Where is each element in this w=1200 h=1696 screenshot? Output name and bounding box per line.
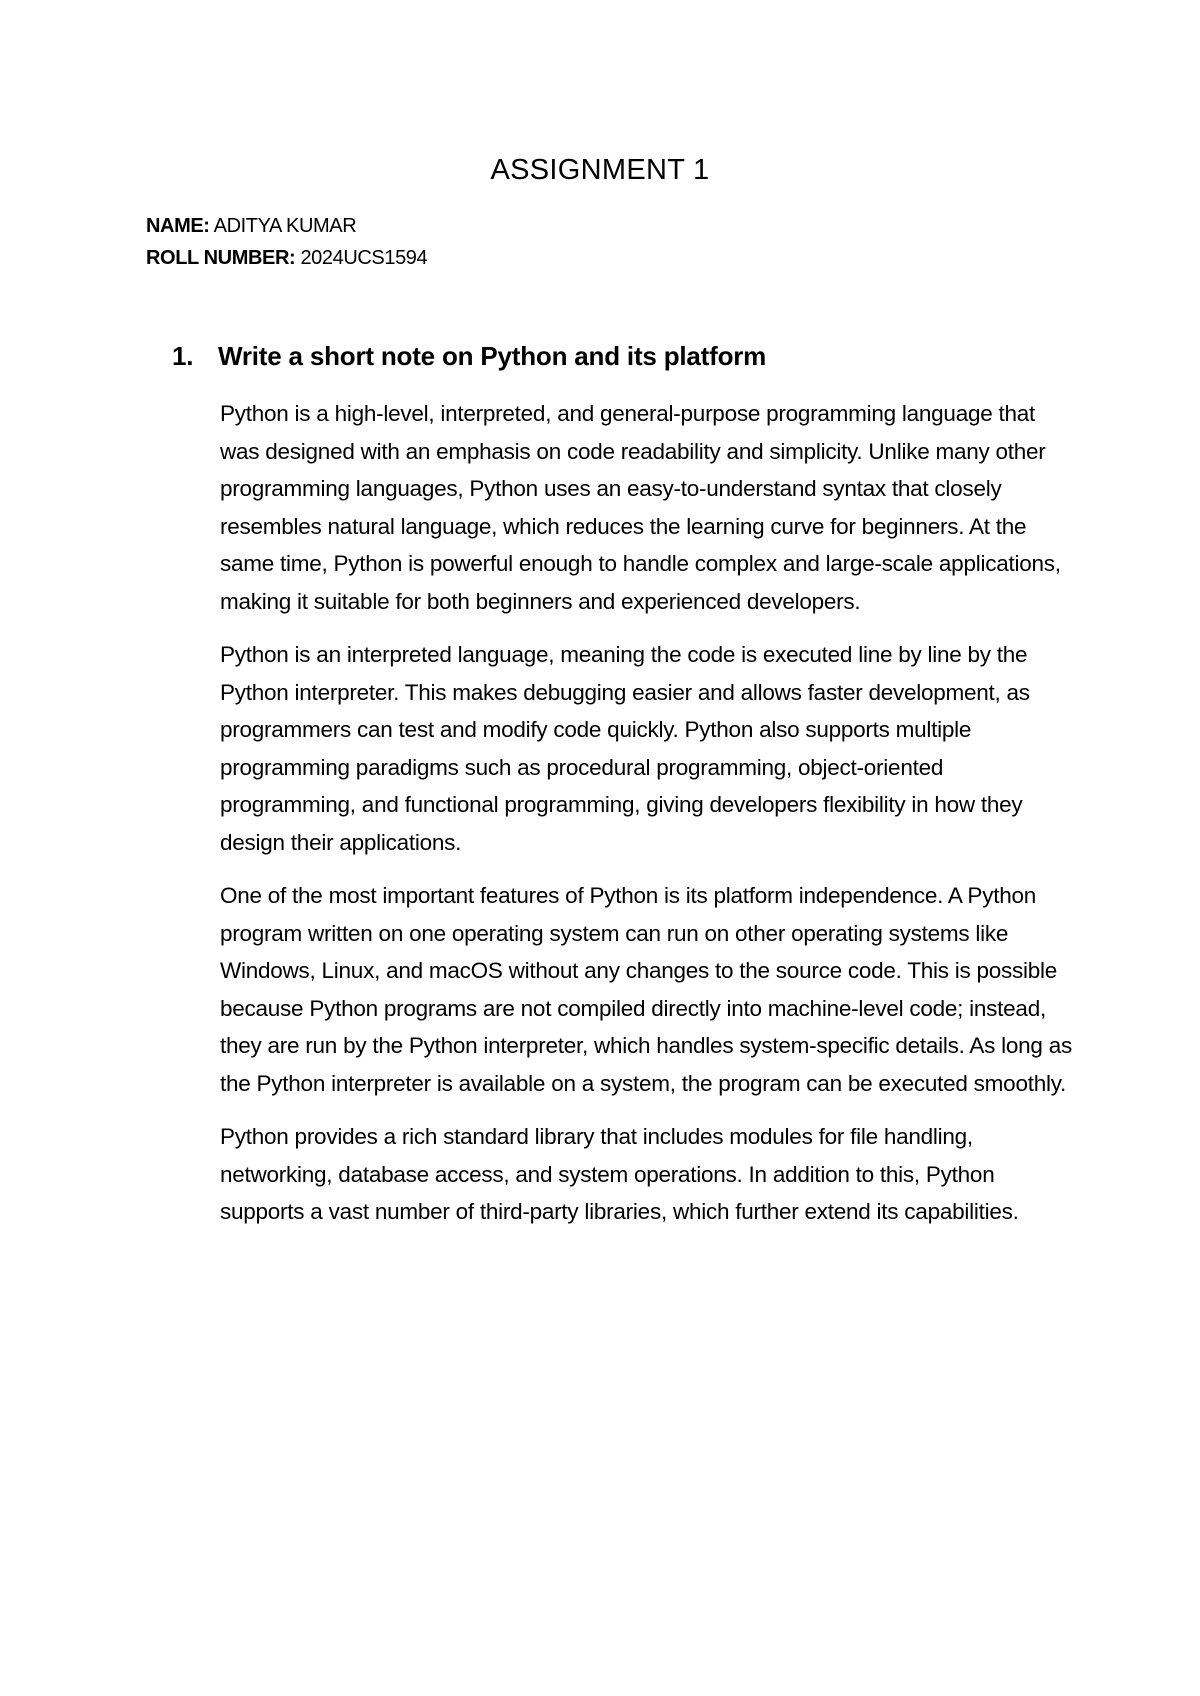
student-name-line — [146, 212, 356, 240]
paragraph: One of the most important features of Python is its platform independence. A Python program written on one operating system can run on other operating systems like Windows, Linux, and macOS without any changes to the source code. This is possible because Python programs are not compiled directly into machine-level code; instead, they are run by the Python interpreter, which handles system-specific details. As long as the Python interpreter is available on a system, the program can be executed smoothly. — [220, 883, 1072, 1096]
paragraph: Python is an interpreted language, meaning the code is executed line by line by the Python interpreter. This makes debugging easier and allows faster development, as programmers can test and modify code quickly. Python also supports multiple programming paradigms such as procedural programming, object-oriented programming, and functional programming, giving developers flexibility in how they design their applications. — [220, 642, 1030, 855]
paragraph: Python provides a rich standard library that includes modules for file handling, networking, database access, and system operations. In addition to this, Python supports a vast number of third-party libraries, which further extend its capabilities. — [220, 1124, 1019, 1224]
paragraph: Python is a high-level, interpreted, and general-purpose programming language that was designed with an emphasis on code readability and simplicity. Unlike many other programming languages, Python uses an easy-to-understand syntax that closely resembles natural language, which reduces the learning curve for beginners. At the same time, Python is powerful enough to handle complex and large-scale applications, making it suitable for both beginners and experienced developers. — [220, 401, 1061, 614]
question-text: Write a short note on Python and its platform — [218, 341, 767, 371]
roll-number-value: 2024UCS1594 — [300, 247, 428, 269]
question-heading — [172, 338, 1072, 374]
roll-number-label: ROLL NUMBER: — [146, 247, 296, 269]
document-title: ASSIGNMENT 1 — [490, 154, 710, 186]
question-number: 1. — [172, 341, 194, 371]
answer-body — [220, 395, 1080, 1247]
roll-number-line — [146, 244, 427, 272]
name-value: ADITYA KUMAR — [213, 215, 357, 237]
name-label: NAME: — [146, 215, 210, 237]
